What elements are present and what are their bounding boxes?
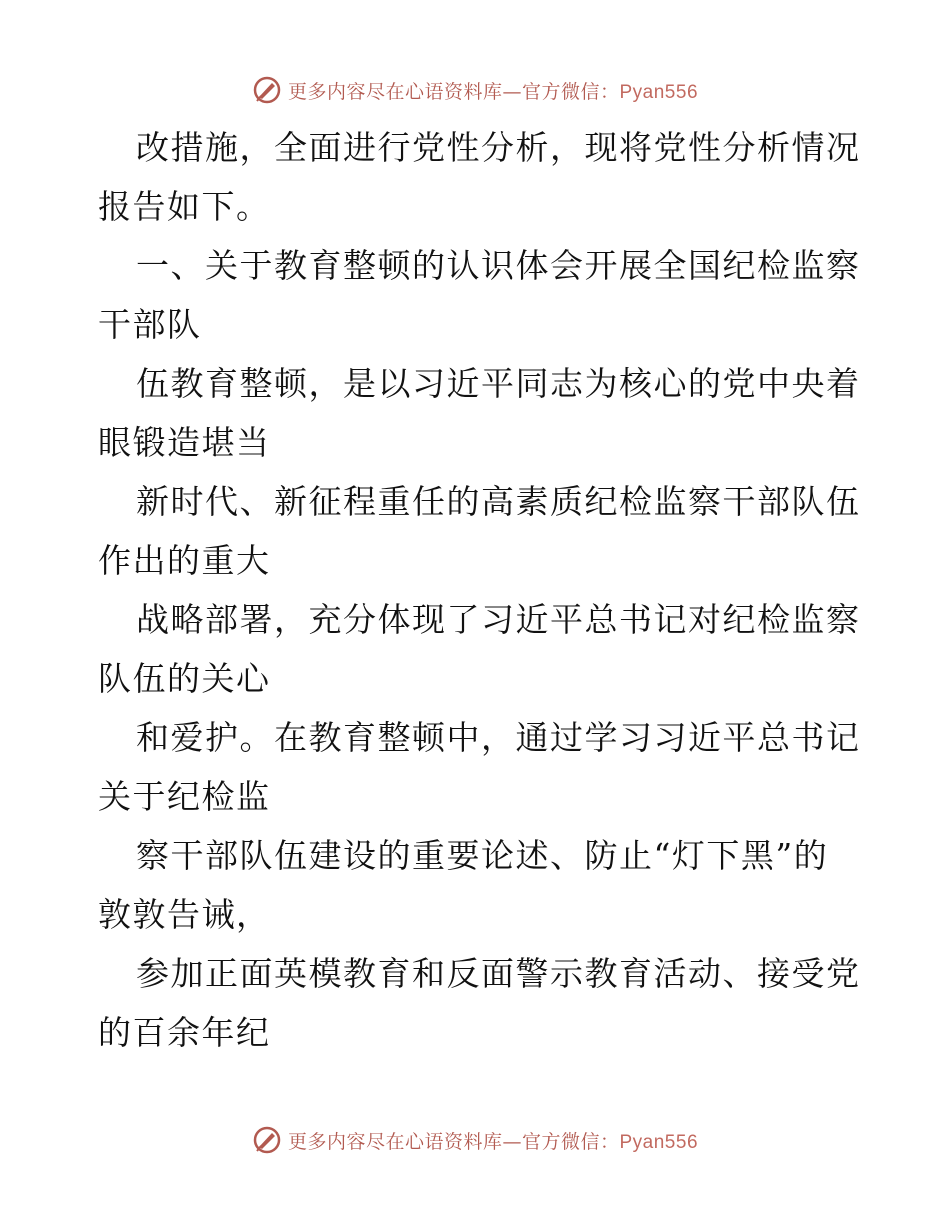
- footer-watermark: [0, 1120, 950, 1160]
- text-line: 干部队: [98, 305, 202, 344]
- watermark-text: 更多内容尽在心语资料库—官方微信：Pyan556: [287, 1130, 699, 1153]
- watermark-text: 更多内容尽在心语资料库—官方微信：Pyan556: [287, 80, 699, 103]
- text-line: 改措施，全面进行党性分析，现将党性分析情况: [136, 128, 861, 167]
- text-line: 伍教育整顿，是以习近平同志为核心的党中央着: [136, 364, 861, 403]
- text-line: 战略部署，充分体现了习近平总书记对纪检监察: [136, 600, 861, 639]
- watermark-handle: Pyan556: [619, 1131, 699, 1153]
- text-line: 的百余年纪: [98, 1013, 271, 1052]
- header-watermark: [0, 70, 950, 110]
- text-line: 察干部队伍建设的重要论述、防止“灯下黑”的: [136, 836, 829, 875]
- text-line: 作出的重大: [98, 541, 271, 580]
- text-line: 敦敦告诫，: [98, 895, 271, 934]
- text-line: 队伍的关心: [98, 659, 271, 698]
- document-body: [98, 118, 861, 1062]
- text-line: 眼锻造堪当: [98, 423, 271, 462]
- pen-logo-icon: [252, 75, 282, 105]
- text-line: 关于纪检监: [98, 777, 271, 816]
- text-line: 一、关于教育整顿的认识体会开展全国纪检监察: [136, 246, 861, 285]
- text-line: 报告如下。: [98, 187, 271, 226]
- text-line: 和爱护。在教育整顿中，通过学习习近平总书记: [136, 718, 861, 757]
- watermark-handle: Pyan556: [619, 81, 699, 103]
- text-line: 参加正面英模教育和反面警示教育活动、接受党: [136, 954, 861, 993]
- text-line: 新时代、新征程重任的高素质纪检监察干部队伍: [136, 482, 861, 521]
- pen-logo-icon: [252, 1125, 282, 1155]
